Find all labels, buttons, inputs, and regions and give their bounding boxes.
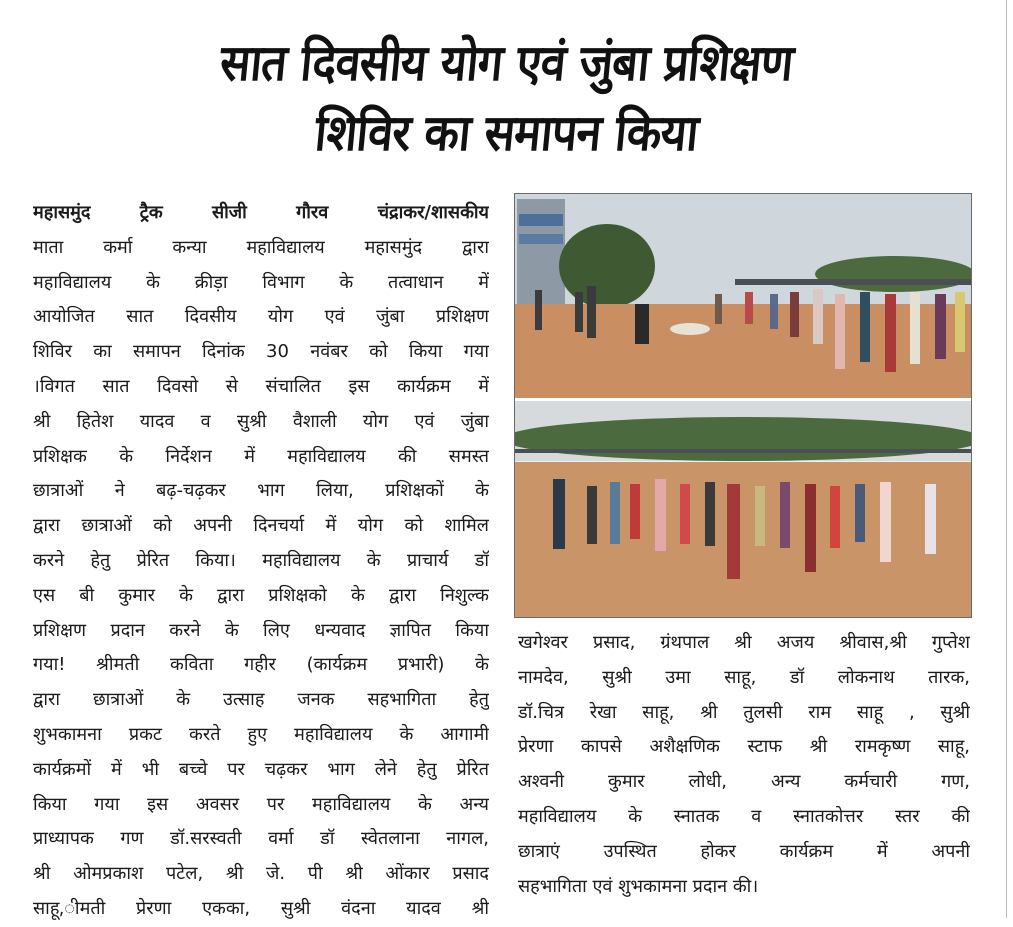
- article-line: डॉ.चित्र रेखा साहू, श्री तुलसी राम साहू , सुश्री: [518, 701, 970, 723]
- article-line: किया गया इस अवसर पर महाविद्यालय के अन्य: [33, 793, 489, 815]
- article-line: छात्राएं उपस्थित होकर कार्यक्रम में अपनी: [518, 840, 970, 862]
- article-line: माता कर्मा कन्या महाविद्यालय महासमुंद द्वारा: [33, 236, 489, 258]
- headline: [0, 28, 1013, 168]
- article-line: द्वारा छात्राओं के उत्साह जनक सहभागिता हेतु: [33, 689, 489, 711]
- article-line: श्री हितेश यादव व सुश्री वैशाली योग एवं जुंबा: [33, 410, 489, 432]
- photo-top-zumba-session: [515, 194, 971, 401]
- article-line: कार्यक्रमों में भी बच्चे पर चढ़कर भाग लेने हेतु प्रेरित: [33, 758, 489, 780]
- article-line: प्रशिक्षण प्रदान करने के लिए धन्यवाद ज्ञापित किया: [33, 619, 489, 641]
- article-line: महाविद्यालय के स्नातक व स्नातकोत्तर स्तर की: [518, 805, 970, 827]
- article-line: गया! श्रीमती कविता गहीर (कार्यक्रम प्रभारी) के: [33, 654, 489, 676]
- headline-line-1: सात दिवसीय योग एवं जुंबा प्रशिक्षण: [217, 34, 796, 92]
- article-column-left: [33, 196, 489, 927]
- article-line: ।विगत सात दिवसो से संचालित इस कार्यक्रम में: [33, 375, 489, 397]
- photo-bottom-yoga-session: [515, 401, 971, 617]
- article-column-right: [518, 626, 970, 904]
- tree-line: [515, 417, 971, 461]
- event-photos: [514, 193, 972, 618]
- article-line: शिविर का समापन दिनांक 30 नवंबर को किया गया: [33, 341, 489, 363]
- article-line: एस बी कुमार के द्वारा प्रशिक्षको के द्वारा निशुल्क: [33, 584, 489, 606]
- article-byline: महासमुंद ट्रैक सीजी गौरव चंद्राकर/शासकीय: [33, 202, 489, 223]
- article-line: प्रशिक्षक के निर्देशन में महाविद्यालय की समस्त: [33, 445, 489, 467]
- article-line: द्वारा छात्राओं को अपनी दिनचर्या में योग को शामिल: [33, 515, 489, 537]
- headline-line-2: शिविर का समापन किया: [312, 104, 701, 162]
- tree-cluster: [559, 224, 655, 308]
- article-line: शुभकामना प्रकट करते हुए महाविद्यालय के आगामी: [33, 723, 489, 745]
- fence: [735, 279, 971, 285]
- article-line: करने हेतु प्रेरित किया। महाविद्यालय के प्राचार्य डॉ: [33, 549, 489, 571]
- article-line: प्रेरणा कापसे अशैक्षणिक स्टाफ श्री रामकृष्ण साहू,: [518, 736, 970, 758]
- article-line: प्राध्यापक गण डॉ.सरस्वती वर्मा डॉ स्वेतलाना नागल,: [33, 828, 489, 850]
- article-line: आयोजित सात दिवसीय योग एवं जुंबा प्रशिक्षण: [33, 306, 489, 328]
- article-line: साहू,ीमती प्रेरणा एकका, सुश्री वंदना यादव श्री: [33, 897, 489, 919]
- article-line: अश्वनी कुमार लोधी, अन्य कर्मचारी गण,: [518, 771, 970, 793]
- article-line: नामदेव, सुश्री उमा साहू, डॉ लोकनाथ तारक,: [518, 666, 970, 688]
- article-line: खगेश्वर प्रसाद, ग्रंथपाल श्री अजय श्रीवास,श्री गुप्तेश: [518, 632, 970, 653]
- ground: [515, 304, 971, 399]
- ground: [515, 462, 971, 617]
- article-line: महाविद्यालय के क्रीड़ा विभाग के तत्वाधान में: [33, 271, 489, 293]
- article-line: सहभागिता एवं शुभकामना प्रदान की।: [518, 875, 759, 897]
- article-line: छात्राओं ने बढ़-चढ़कर भाग लिया, प्रशिक्षकों के: [33, 480, 489, 502]
- fence: [515, 449, 971, 453]
- article-line: श्री ओमप्रकाश पटेल, श्री जे. पी श्री ओंकार प्रसाद: [33, 863, 489, 885]
